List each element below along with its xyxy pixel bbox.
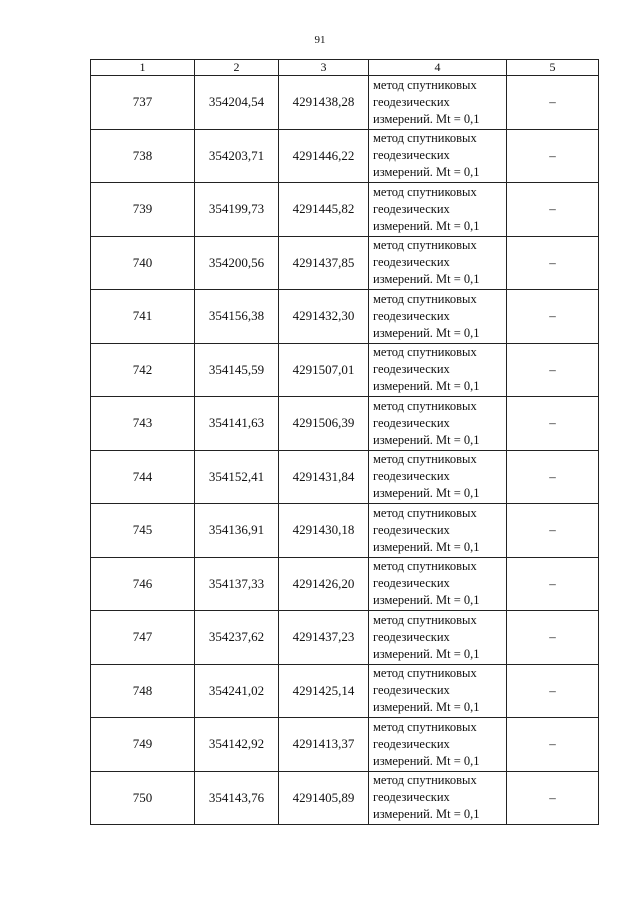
method-line: измерений. Mt = 0,1 (373, 807, 480, 822)
method-line: метод спутниковых (373, 773, 477, 788)
point-number-cell: 743 (91, 397, 195, 451)
method-cell (369, 771, 507, 825)
column-header-4: 4 (369, 60, 507, 76)
table-row (91, 718, 599, 772)
point-number-cell: 740 (91, 236, 195, 290)
method-cell (369, 557, 507, 611)
point-number-cell: 748 (91, 664, 195, 718)
column-header-1: 1 (91, 60, 195, 76)
method-cell (369, 450, 507, 504)
y-coordinate-cell: 4291446,22 (279, 129, 369, 183)
point-number-cell: 746 (91, 557, 195, 611)
method-line: измерений. Mt = 0,1 (373, 218, 480, 233)
note-cell: – (507, 504, 599, 558)
method-line: метод спутниковых (373, 238, 477, 253)
table-row (91, 664, 599, 718)
x-coordinate-cell: 354152,41 (195, 450, 279, 504)
table-row (91, 771, 599, 825)
note-cell: – (507, 129, 599, 183)
coordinates-table (90, 59, 599, 825)
table-row (91, 129, 599, 183)
y-coordinate-cell: 4291507,01 (279, 343, 369, 397)
method-line: метод спутниковых (373, 612, 477, 627)
method-line: геодезических (373, 201, 450, 216)
x-coordinate-cell: 354136,91 (195, 504, 279, 558)
method-line: измерений. Mt = 0,1 (373, 753, 480, 768)
x-coordinate-cell: 354199,73 (195, 183, 279, 237)
method-line: геодезических (373, 576, 450, 591)
point-number-cell: 741 (91, 290, 195, 344)
method-line: измерений. Mt = 0,1 (373, 272, 480, 287)
y-coordinate-cell: 4291425,14 (279, 664, 369, 718)
note-cell: – (507, 611, 599, 665)
x-coordinate-cell: 354200,56 (195, 236, 279, 290)
point-number-cell: 744 (91, 450, 195, 504)
method-line: геодезических (373, 790, 450, 805)
x-coordinate-cell: 354137,33 (195, 557, 279, 611)
method-cell (369, 664, 507, 718)
point-number-cell: 745 (91, 504, 195, 558)
note-cell: – (507, 397, 599, 451)
y-coordinate-cell: 4291438,28 (279, 76, 369, 130)
x-coordinate-cell: 354142,92 (195, 718, 279, 772)
method-line: геодезических (373, 94, 450, 109)
point-number-cell: 738 (91, 129, 195, 183)
method-line: метод спутниковых (373, 452, 477, 467)
y-coordinate-cell: 4291437,85 (279, 236, 369, 290)
method-line: геодезических (373, 255, 450, 270)
method-cell (369, 718, 507, 772)
method-line: геодезических (373, 736, 450, 751)
method-line: измерений. Mt = 0,1 (373, 325, 480, 340)
table-row (91, 397, 599, 451)
method-line: измерений. Mt = 0,1 (373, 700, 480, 715)
method-line: геодезических (373, 629, 450, 644)
method-line: измерений. Mt = 0,1 (373, 165, 480, 180)
method-cell (369, 611, 507, 665)
point-number-cell: 742 (91, 343, 195, 397)
method-line: измерений. Mt = 0,1 (373, 539, 480, 554)
point-number-cell: 739 (91, 183, 195, 237)
y-coordinate-cell: 4291437,23 (279, 611, 369, 665)
method-cell (369, 504, 507, 558)
table-row (91, 343, 599, 397)
x-coordinate-cell: 354156,38 (195, 290, 279, 344)
method-cell (369, 183, 507, 237)
note-cell: – (507, 236, 599, 290)
method-line: метод спутниковых (373, 719, 477, 734)
point-number-cell: 750 (91, 771, 195, 825)
method-line: геодезических (373, 148, 450, 163)
method-cell (369, 236, 507, 290)
note-cell: – (507, 718, 599, 772)
method-line: метод спутниковых (373, 184, 477, 199)
point-number-cell: 737 (91, 76, 195, 130)
method-line: геодезических (373, 469, 450, 484)
table-header-row (91, 60, 599, 76)
x-coordinate-cell: 354141,63 (195, 397, 279, 451)
method-line: метод спутниковых (373, 398, 477, 413)
method-line: метод спутниковых (373, 345, 477, 360)
table-row (91, 450, 599, 504)
table-row (91, 290, 599, 344)
x-coordinate-cell: 354204,54 (195, 76, 279, 130)
method-line: измерений. Mt = 0,1 (373, 111, 480, 126)
method-cell (369, 397, 507, 451)
method-line: метод спутниковых (373, 666, 477, 681)
x-coordinate-cell: 354203,71 (195, 129, 279, 183)
note-cell: – (507, 76, 599, 130)
method-line: геодезических (373, 362, 450, 377)
x-coordinate-cell: 354241,02 (195, 664, 279, 718)
y-coordinate-cell: 4291405,89 (279, 771, 369, 825)
method-line: измерений. Mt = 0,1 (373, 486, 480, 501)
method-line: метод спутниковых (373, 505, 477, 520)
method-cell (369, 290, 507, 344)
note-cell: – (507, 771, 599, 825)
method-line: геодезических (373, 683, 450, 698)
method-line: измерений. Mt = 0,1 (373, 432, 480, 447)
y-coordinate-cell: 4291431,84 (279, 450, 369, 504)
y-coordinate-cell: 4291413,37 (279, 718, 369, 772)
table-row (91, 557, 599, 611)
y-coordinate-cell: 4291432,30 (279, 290, 369, 344)
note-cell: – (507, 664, 599, 718)
method-line: метод спутниковых (373, 131, 477, 146)
method-cell (369, 76, 507, 130)
method-line: метод спутниковых (373, 559, 477, 574)
table-body (91, 76, 599, 825)
point-number-cell: 747 (91, 611, 195, 665)
column-header-5: 5 (507, 60, 599, 76)
note-cell: – (507, 450, 599, 504)
table-row (91, 236, 599, 290)
note-cell: – (507, 183, 599, 237)
method-line: метод спутниковых (373, 77, 477, 92)
method-line: метод спутниковых (373, 291, 477, 306)
method-line: измерений. Mt = 0,1 (373, 646, 480, 661)
table-row (91, 611, 599, 665)
x-coordinate-cell: 354143,76 (195, 771, 279, 825)
note-cell: – (507, 290, 599, 344)
x-coordinate-cell: 354237,62 (195, 611, 279, 665)
table-row (91, 504, 599, 558)
x-coordinate-cell: 354145,59 (195, 343, 279, 397)
method-line: геодезических (373, 522, 450, 537)
note-cell: – (507, 557, 599, 611)
y-coordinate-cell: 4291506,39 (279, 397, 369, 451)
method-cell (369, 343, 507, 397)
method-line: измерений. Mt = 0,1 (373, 593, 480, 608)
method-line: геодезических (373, 415, 450, 430)
y-coordinate-cell: 4291426,20 (279, 557, 369, 611)
y-coordinate-cell: 4291445,82 (279, 183, 369, 237)
y-coordinate-cell: 4291430,18 (279, 504, 369, 558)
column-header-2: 2 (195, 60, 279, 76)
method-cell (369, 129, 507, 183)
method-line: геодезических (373, 308, 450, 323)
column-header-3: 3 (279, 60, 369, 76)
point-number-cell: 749 (91, 718, 195, 772)
table-row (91, 76, 599, 130)
page-number: 91 (314, 34, 326, 46)
note-cell: – (507, 343, 599, 397)
method-line: измерений. Mt = 0,1 (373, 379, 480, 394)
table-row (91, 183, 599, 237)
